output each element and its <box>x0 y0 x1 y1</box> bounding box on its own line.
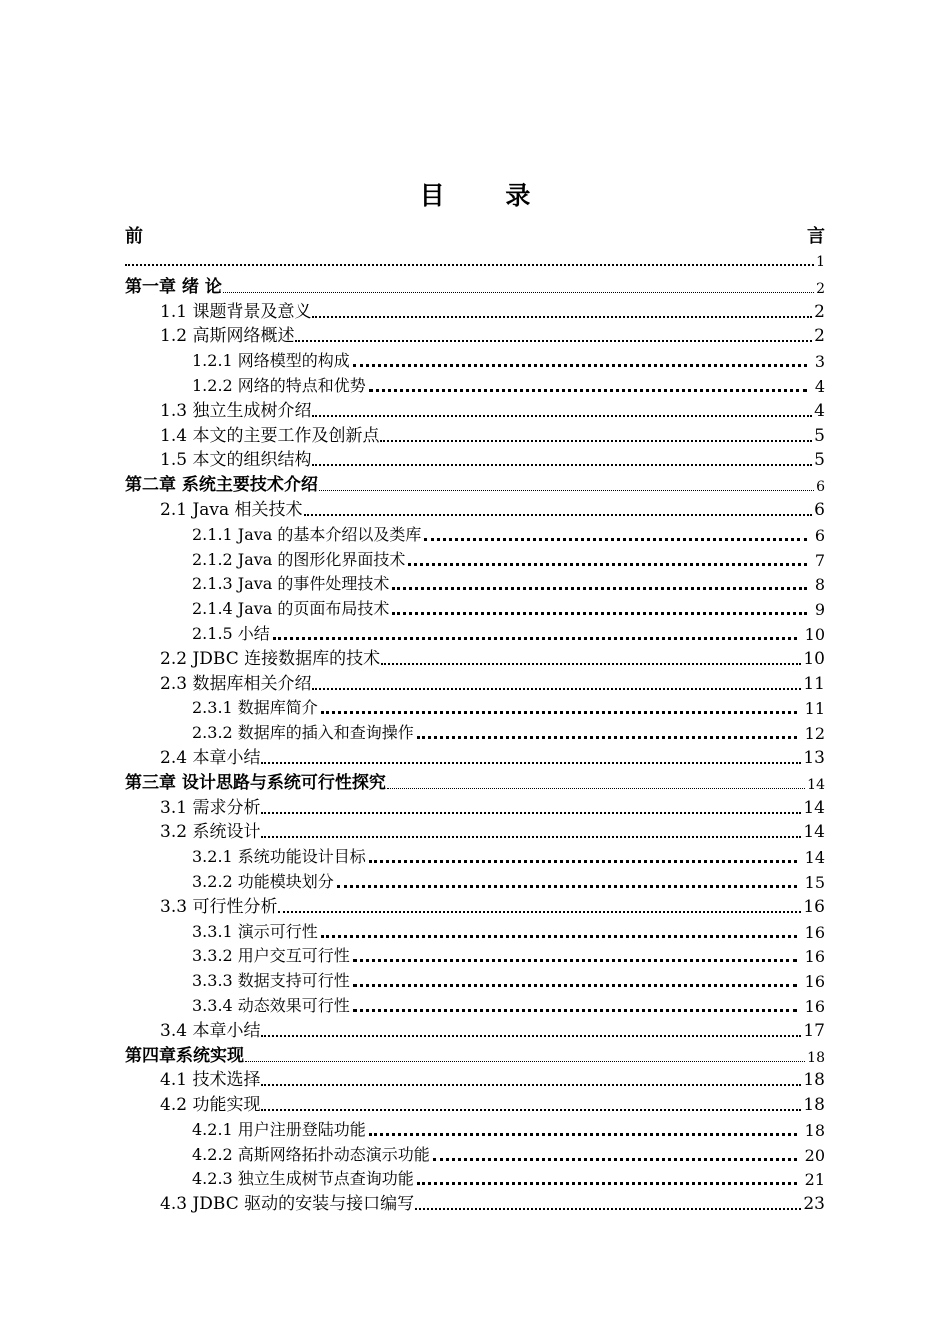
dot-leader <box>353 1009 797 1012</box>
dot-leader <box>312 415 812 417</box>
toc-subsection-entry[interactable] <box>125 371 825 396</box>
dot-leader <box>380 440 812 442</box>
table-of-contents <box>125 272 825 1214</box>
dot-leader <box>415 1208 801 1210</box>
toc-entry-title: 第四章系统实现 <box>125 1045 244 1066</box>
toc-entry-title: 4.3 JDBC 驱动的安装与接口编写 <box>160 1194 415 1215</box>
toc-page-number: 5 <box>814 425 825 446</box>
toc-page-number: 14 <box>803 822 825 843</box>
toc-page-number: 11 <box>803 673 825 694</box>
dot-leader <box>125 264 814 266</box>
dot-leader <box>353 364 807 367</box>
toc-page-number: 16 <box>804 947 825 967</box>
toc-entry-title: 1.2.1 网络模型的构成 <box>192 351 350 371</box>
dot-leader <box>273 637 797 640</box>
toc-entry-title: 1.5 本文的组织结构 <box>160 450 312 471</box>
preface-leader-line <box>125 250 825 270</box>
toc-entry-title: 3.3.1 演示可行性 <box>192 921 318 941</box>
dot-leader <box>223 292 814 293</box>
toc-entry-title: 1.2.2 网络的特点和优势 <box>192 375 366 395</box>
toc-section-entry[interactable] <box>125 297 825 322</box>
toc-page-number: 16 <box>804 996 825 1016</box>
dot-leader <box>261 812 801 814</box>
dot-leader <box>261 836 801 838</box>
toc-entry-title: 1.2 高斯网络概述 <box>160 326 295 347</box>
toc-page-number: 6 <box>816 479 825 496</box>
toc-subsection-entry[interactable] <box>125 520 825 545</box>
dot-leader <box>312 316 812 318</box>
toc-subsection-entry[interactable] <box>125 917 825 942</box>
toc-entry-title: 3.3 可行性分析 <box>160 896 278 917</box>
toc-page-number: 9 <box>814 600 825 620</box>
dot-leader <box>312 464 812 466</box>
toc-entry-title: 2.1 Java 相关技术 <box>160 499 303 520</box>
toc-entry-title: 3.2.1 系统功能设计目标 <box>192 847 366 867</box>
toc-page-number: 8 <box>814 575 825 595</box>
dot-leader <box>261 1084 801 1086</box>
toc-page-number: 5 <box>814 450 825 471</box>
toc-subsection-entry[interactable] <box>125 570 825 595</box>
toc-entry-title: 2.4 本章小结 <box>160 747 261 768</box>
dot-leader <box>369 860 797 863</box>
toc-page-number: 13 <box>803 747 825 768</box>
toc-page-number: 21 <box>804 1170 825 1190</box>
toc-subsection-entry[interactable] <box>125 594 825 619</box>
dot-leader <box>278 911 801 913</box>
toc-entry-title: 1.3 独立生成树介绍 <box>160 400 312 421</box>
toc-section-entry[interactable] <box>125 1066 825 1091</box>
toc-subsection-entry[interactable] <box>125 867 825 892</box>
toc-page-number: 18 <box>803 1070 825 1091</box>
dot-leader <box>369 389 807 392</box>
dot-leader <box>304 514 813 516</box>
toc-section-entry[interactable] <box>125 1189 825 1214</box>
toc-entry-title: 第三章 设计思路与系统可行性探究 <box>125 772 386 793</box>
toc-page-number: 18 <box>807 1049 825 1066</box>
toc-subsection-entry[interactable] <box>125 842 825 867</box>
toc-entry-title: 2.3.1 数据库简介 <box>192 698 318 718</box>
toc-section-entry[interactable] <box>125 818 825 843</box>
toc-section-entry[interactable] <box>125 669 825 694</box>
toc-entry-title: 3.2 系统设计 <box>160 822 261 843</box>
toc-subsection-entry[interactable] <box>125 1115 825 1140</box>
dot-leader <box>295 340 812 342</box>
toc-page-number: 6 <box>814 525 825 545</box>
toc-entry-title: 4.2.3 独立生成树节点查询功能 <box>192 1169 414 1189</box>
preface-right-char: 言 <box>807 226 825 247</box>
toc-page-number: 18 <box>803 1095 825 1116</box>
toc-page-number: 14 <box>807 776 825 793</box>
toc-subsection-entry[interactable] <box>125 966 825 991</box>
toc-subsection-entry[interactable] <box>125 942 825 967</box>
toc-page-number: 17 <box>803 1020 825 1041</box>
dot-leader <box>381 663 801 665</box>
toc-section-entry[interactable] <box>125 322 825 347</box>
dot-leader <box>261 1035 801 1037</box>
toc-entry-title: 2.1.5 小结 <box>192 623 270 643</box>
dot-leader <box>392 612 806 615</box>
toc-section-entry[interactable] <box>125 892 825 917</box>
toc-page-number: 10 <box>803 648 825 669</box>
toc-page-number: 2 <box>816 280 825 297</box>
toc-page-number: 11 <box>804 699 825 719</box>
toc-page-number: 20 <box>804 1145 825 1165</box>
toc-entry-title: 第一章 绪 论 <box>125 276 222 297</box>
toc-entry-title: 3.3.3 数据支持可行性 <box>192 971 350 991</box>
toc-section-entry[interactable] <box>125 793 825 818</box>
preface-left-char: 前 <box>125 226 143 247</box>
toc-page-number: 10 <box>804 624 825 644</box>
toc-entry-title: 4.2.1 用户注册登陆功能 <box>192 1119 366 1139</box>
dot-leader <box>245 1061 805 1062</box>
toc-section-entry[interactable] <box>125 495 825 520</box>
toc-entry-title: 4.2.2 高斯网络拓扑动态演示功能 <box>192 1144 430 1164</box>
toc-subsection-entry[interactable] <box>125 991 825 1016</box>
toc-entry-title: 3.2.2 功能模块划分 <box>192 871 334 891</box>
dot-leader <box>353 959 797 962</box>
toc-chapter-entry[interactable] <box>125 1041 825 1066</box>
toc-entry-title: 1.4 本文的主要工作及创新点 <box>160 425 380 446</box>
toc-entry-title: 3.3.4 动态效果可行性 <box>192 995 350 1015</box>
toc-page-number: 2 <box>814 326 825 347</box>
toc-page-number: 3 <box>814 352 825 372</box>
toc-entry-title: 4.1 技术选择 <box>160 1070 261 1091</box>
toc-page-number: 18 <box>804 1120 825 1140</box>
toc-chapter-entry[interactable] <box>125 768 825 793</box>
toc-page-number: 2 <box>814 301 825 322</box>
toc-page-number: 23 <box>803 1194 825 1215</box>
dot-leader <box>392 587 806 590</box>
toc-entry-title: 2.1.1 Java 的基本介绍以及类库 <box>192 524 422 544</box>
toc-page-number: 7 <box>814 550 825 570</box>
toc-subsection-entry[interactable] <box>125 619 825 644</box>
toc-section-entry[interactable] <box>125 1016 825 1041</box>
toc-page-number: 15 <box>804 872 825 892</box>
toc-entry-title: 3.4 本章小结 <box>160 1020 261 1041</box>
toc-section-entry[interactable] <box>125 446 825 471</box>
toc-subsection-entry[interactable] <box>125 545 825 570</box>
dot-leader <box>433 1158 797 1161</box>
dot-leader <box>417 736 797 739</box>
toc-section-entry[interactable] <box>125 1090 825 1115</box>
toc-page-number: 14 <box>804 848 825 868</box>
toc-entry-title: 1.1 课题背景及意义 <box>160 301 312 322</box>
toc-subsection-entry[interactable] <box>125 694 825 719</box>
toc-subsection-entry[interactable] <box>125 1140 825 1165</box>
dot-leader <box>387 788 805 789</box>
toc-entry-title: 2.3 数据库相关介绍 <box>160 673 312 694</box>
dot-leader <box>424 538 806 541</box>
toc-section-entry[interactable] <box>125 743 825 768</box>
toc-entry-title: 2.1.2 Java 的图形化界面技术 <box>192 549 406 569</box>
toc-entry-title: 4.2 功能实现 <box>160 1095 261 1116</box>
toc-section-entry[interactable] <box>125 396 825 421</box>
toc-entry-title: 2.3.2 数据库的插入和查询操作 <box>192 723 414 743</box>
toc-entry-title: 3.3.2 用户交互可行性 <box>192 946 350 966</box>
toc-entry-title: 第二章 系统主要技术介绍 <box>125 475 318 496</box>
toc-entry-title: 2.1.3 Java 的事件处理技术 <box>192 574 390 594</box>
toc-page-number: 16 <box>803 896 825 917</box>
toc-entry-preface[interactable] <box>125 222 825 248</box>
dot-leader <box>312 688 801 690</box>
toc-page-number: 12 <box>804 724 825 744</box>
toc-section-entry[interactable] <box>125 644 825 669</box>
toc-page-number: 4 <box>814 376 825 396</box>
toc-entry-title: 3.1 需求分析 <box>160 797 261 818</box>
dot-leader <box>408 563 806 566</box>
toc-page-number: 14 <box>803 797 825 818</box>
toc-title: 目 录 <box>419 181 557 210</box>
dot-leader <box>321 711 797 714</box>
toc-entry-title: 2.1.4 Java 的页面布局技术 <box>192 599 390 619</box>
toc-chapter-entry[interactable] <box>125 470 825 495</box>
dot-leader <box>261 1109 801 1111</box>
toc-page-number: 4 <box>814 400 825 421</box>
toc-page-number: 16 <box>804 922 825 942</box>
toc-page-number: 6 <box>814 499 825 520</box>
dot-leader <box>417 1182 797 1185</box>
preface-page-number: 1 <box>816 254 825 270</box>
dot-leader <box>369 1133 797 1136</box>
toc-chapter-entry[interactable] <box>125 272 825 297</box>
toc-section-entry[interactable] <box>125 421 825 446</box>
dot-leader <box>353 984 797 987</box>
toc-subsection-entry[interactable] <box>125 718 825 743</box>
dot-leader <box>319 490 814 491</box>
dot-leader <box>261 762 801 764</box>
toc-page-number: 16 <box>804 972 825 992</box>
toc-entry-title: 2.2 JDBC 连接数据库的技术 <box>160 648 381 669</box>
toc-subsection-entry[interactable] <box>125 346 825 371</box>
dot-leader <box>321 935 797 938</box>
dot-leader <box>337 885 797 888</box>
toc-subsection-entry[interactable] <box>125 1165 825 1190</box>
